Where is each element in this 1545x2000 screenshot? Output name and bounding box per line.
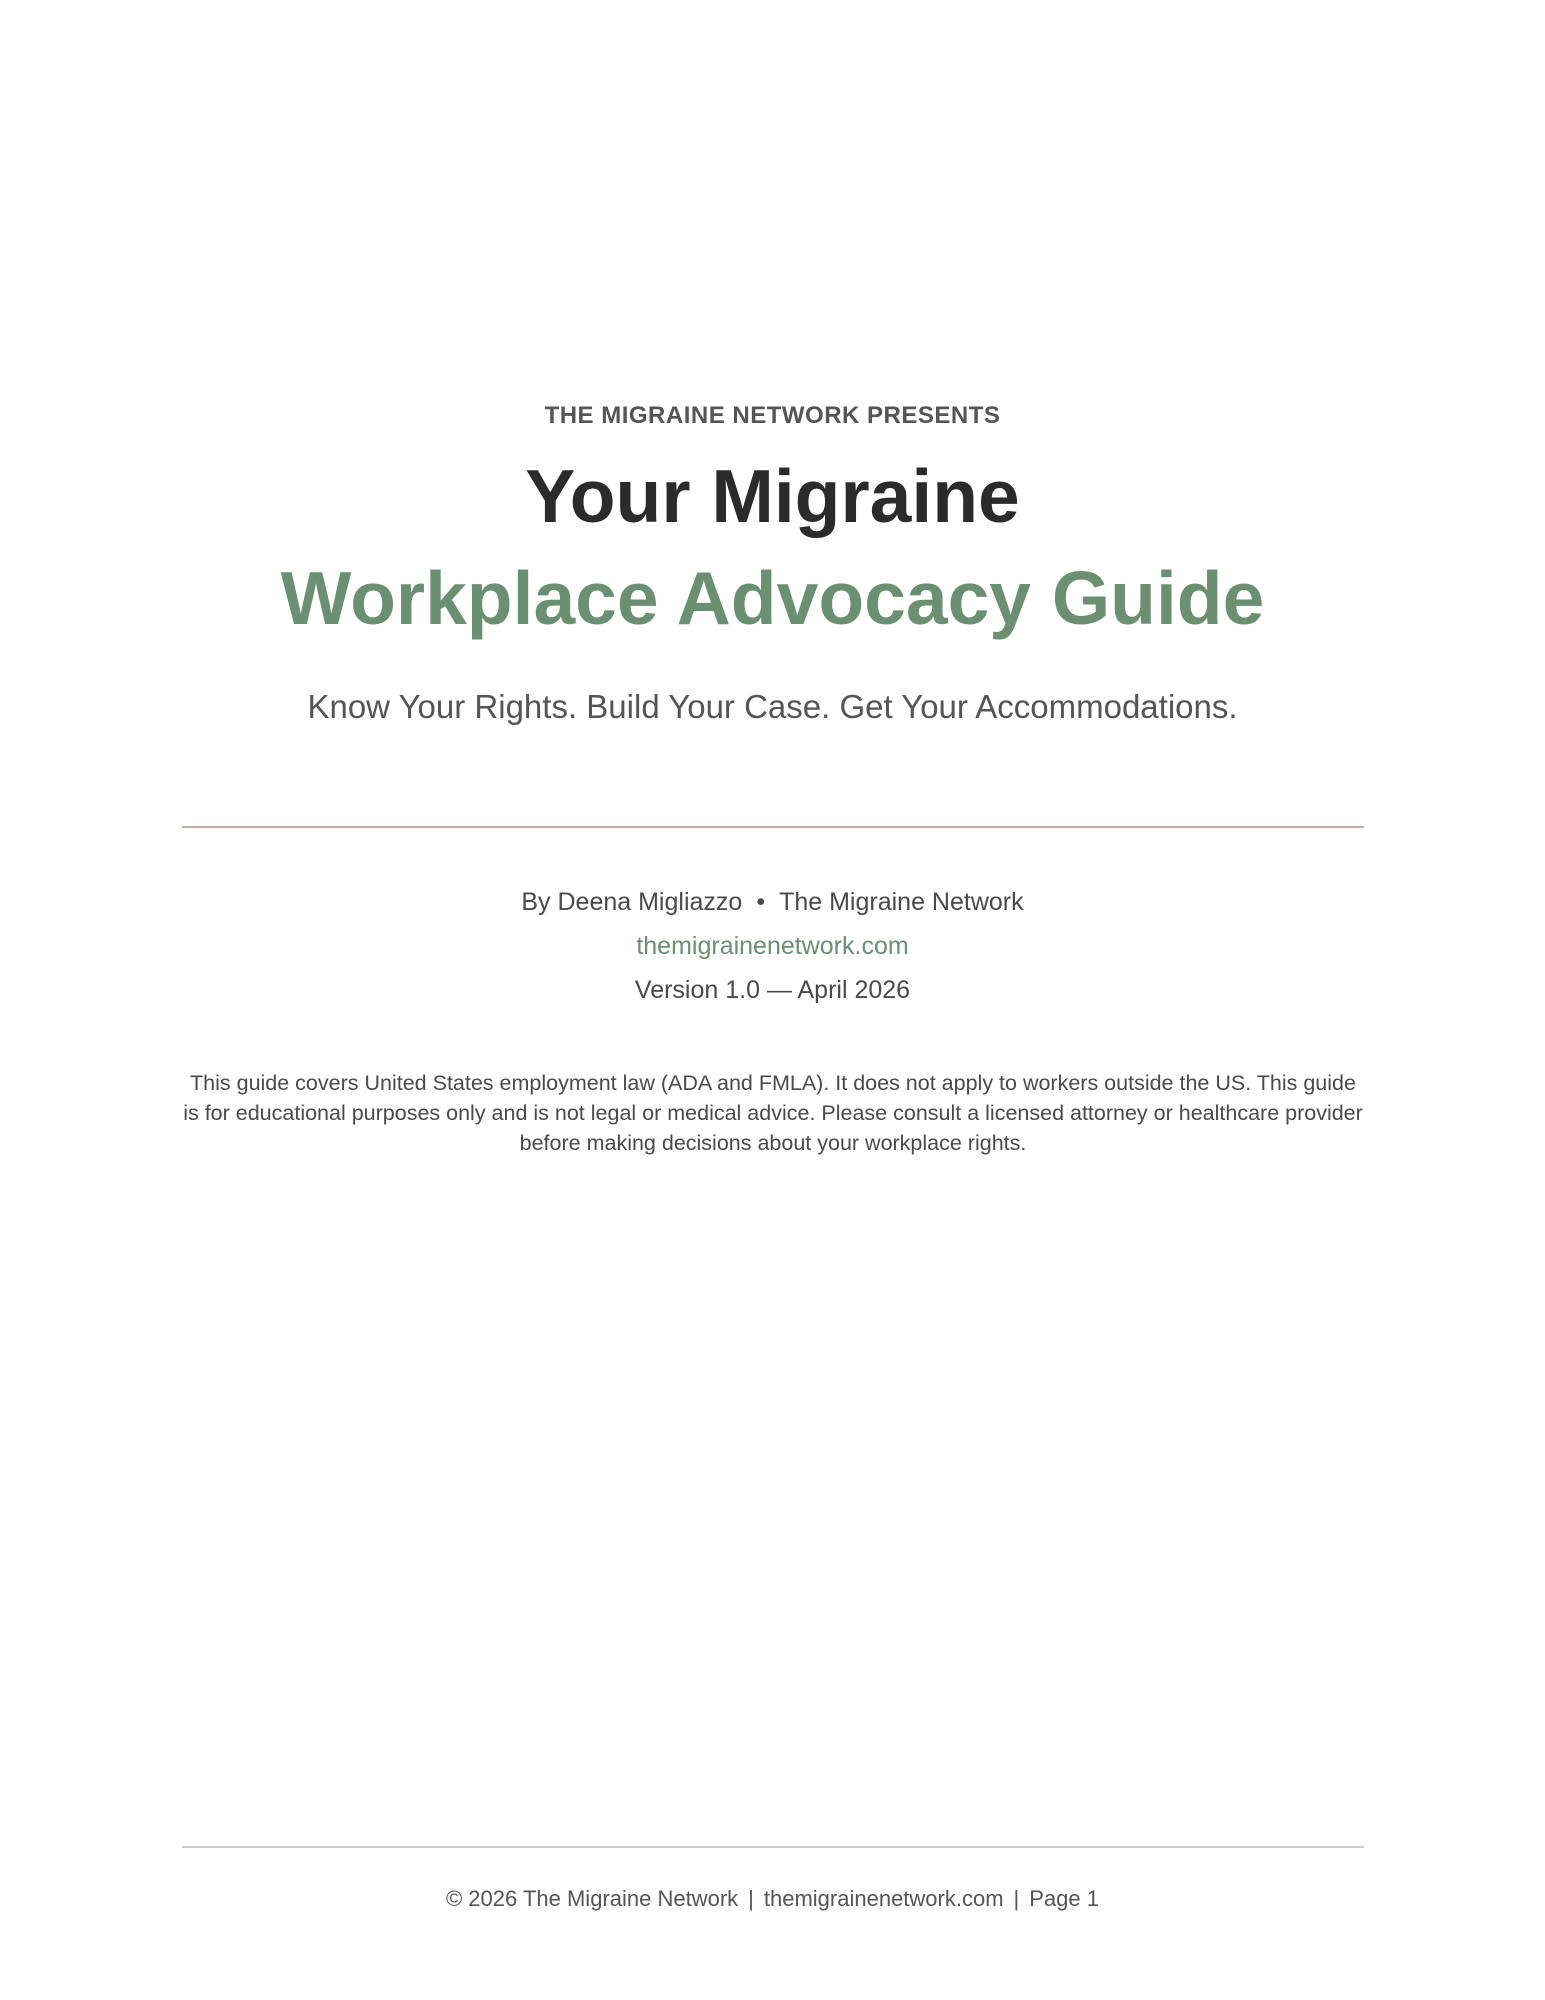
presents-label: THE MIGRAINE NETWORK PRESENTS (544, 402, 1001, 429)
byline (0, 888, 1545, 917)
author-name: By Deena Migliazzo (521, 888, 743, 916)
footer-divider (182, 1846, 1364, 1848)
footer-separator-2: | (1013, 1886, 1020, 1911)
website-row (0, 932, 1545, 961)
disclaimer-text: This guide covers United States employment law (ADA and FMLA). It does not apply to workers outside the US. This guide is for educational purposes only and is not legal or medical advice. Please consult a licensed attorney or healthcare provider before making decisions about your workplace rights. (183, 1071, 1363, 1155)
tagline: Know Your Rights. Build Your Case. Get Your Accommodations. (307, 688, 1238, 725)
byline-bullet: • (756, 888, 766, 916)
organization-name: The Migraine Network (779, 888, 1024, 916)
website-link[interactable]: themigrainenetwork.com (636, 932, 909, 960)
title-line-1: Your Migraine (525, 454, 1020, 538)
version-label: Version 1.0 — April 2026 (634, 976, 911, 1004)
footer-website: themigrainenetwork.com (763, 1886, 1004, 1911)
title-line-2: Workplace Advocacy Guide (280, 556, 1265, 640)
footer-copyright: © 2026 The Migraine Network (445, 1886, 739, 1911)
page-footer (0, 1886, 1545, 1912)
footer-separator-1: | (748, 1886, 754, 1911)
footer-page-number: Page 1 (1029, 1886, 1099, 1911)
top-divider (182, 826, 1364, 828)
